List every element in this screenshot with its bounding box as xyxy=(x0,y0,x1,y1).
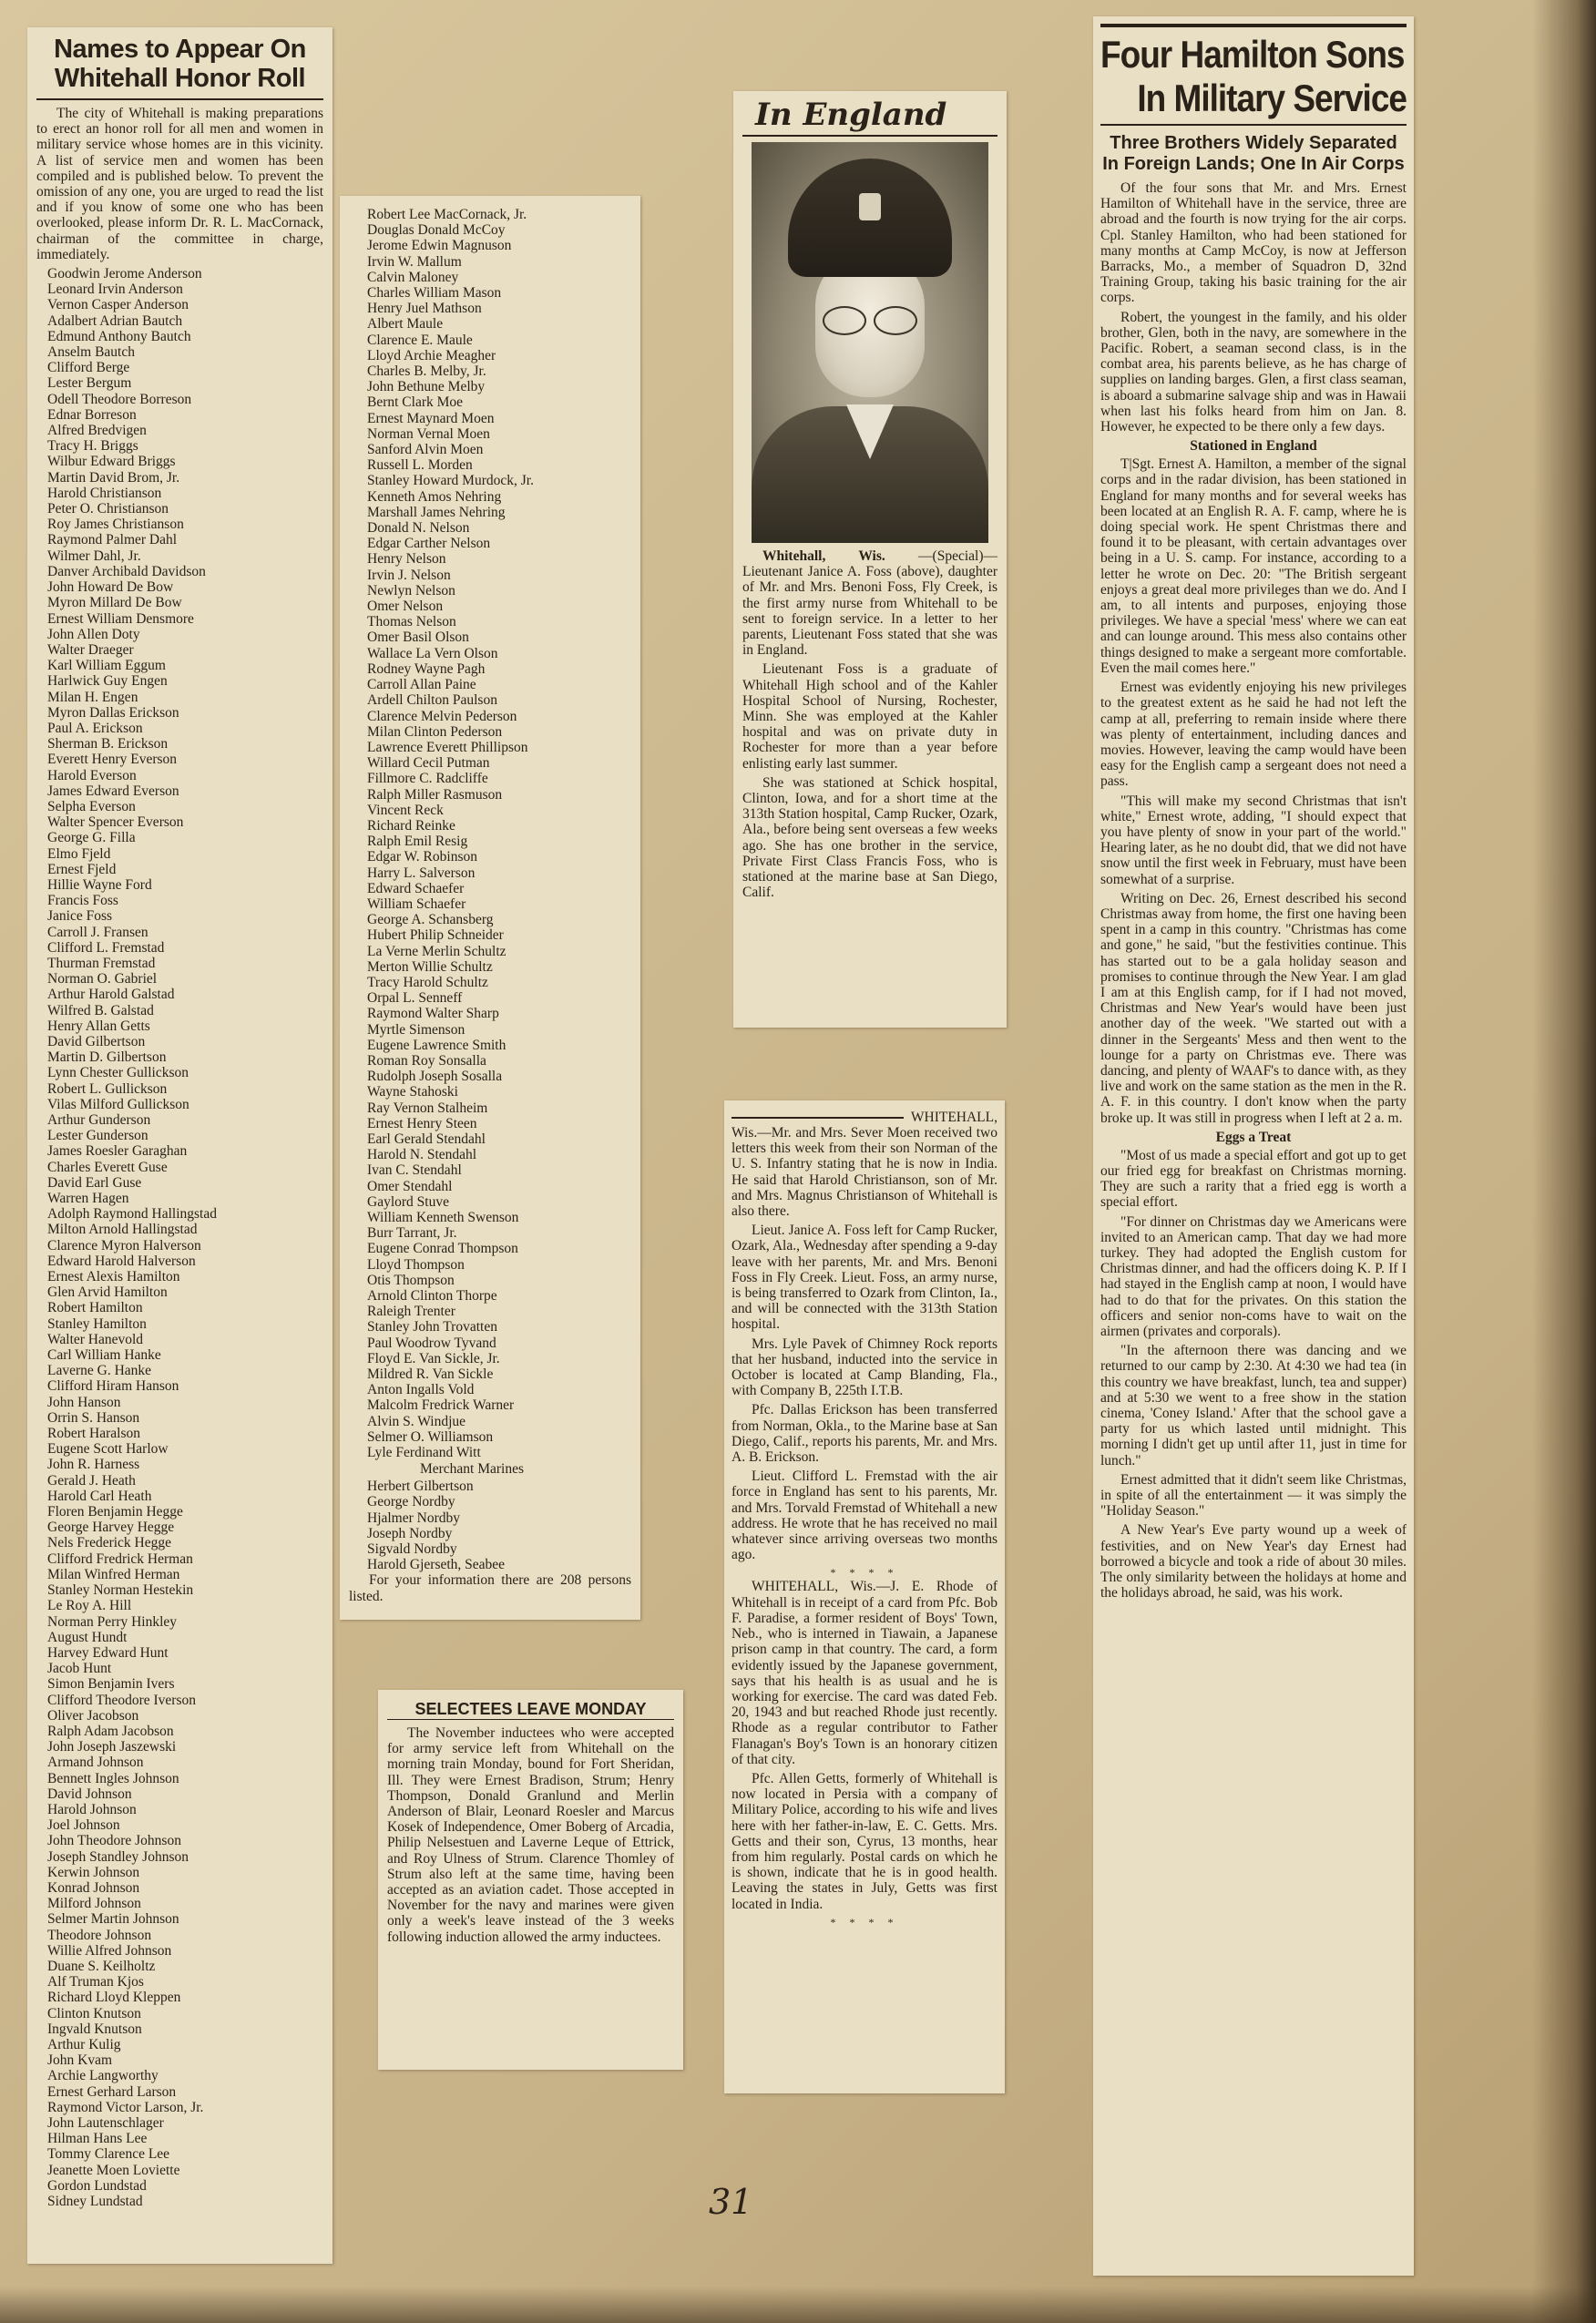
name-list-item: Norman Perry Hinkley xyxy=(47,1613,178,1630)
name-list-item: William Kenneth Swenson xyxy=(367,1210,519,1225)
name-list-item: Warren Hagen xyxy=(47,1191,129,1207)
name-list-item: Martin D. Gilbertson xyxy=(47,1049,167,1066)
selectees-clipping xyxy=(378,1690,683,2070)
name-list-item: David Gilbertson xyxy=(47,1033,146,1049)
honor-roll-headline: Names to Appear On Whitehall Honor Roll xyxy=(54,35,306,93)
name-list-item: Joseph Standley Johnson xyxy=(47,1848,189,1865)
name-list-item: Tommy Clarence Lee xyxy=(47,2146,170,2163)
name-list-item: Fillmore C. Radcliffe xyxy=(367,771,488,787)
divider xyxy=(742,135,998,137)
name-list-item: Hubert Philip Schneider xyxy=(367,927,504,944)
name-list-item: Clifford Hiram Hanson xyxy=(47,1378,179,1395)
name-list-item: Joel Johnson xyxy=(47,1817,120,1834)
name-list-item: Ernest Alexis Hamilton xyxy=(47,1269,180,1285)
name-list-item: Orpal L. Senneff xyxy=(367,990,463,1007)
whitehall-dateline-row xyxy=(732,1110,998,1125)
name-list-item: George Nordby xyxy=(367,1494,455,1510)
name-list-item: Lloyd Thompson xyxy=(367,1256,465,1273)
hamilton-sons-clipping xyxy=(1093,16,1414,2276)
honor-roll-names-continued xyxy=(340,196,640,1620)
name-list-item: Stanley Norman Hestekin xyxy=(47,1582,194,1599)
name-list-item: Adalbert Adrian Bautch xyxy=(47,312,183,329)
name-list-item: Armand Johnson xyxy=(47,1755,144,1771)
name-list-item: George Harvey Hegge xyxy=(47,1520,175,1536)
name-list-item: Burr Tarrant, Jr. xyxy=(367,1225,457,1242)
name-list-item: Richard Reinke xyxy=(367,817,455,834)
name-list-item: Donald N. Nelson xyxy=(367,520,470,537)
page-number: 31 xyxy=(709,2182,753,2222)
name-list-item: Marshall James Nehring xyxy=(367,504,506,520)
name-list-item: Willard Cecil Putman xyxy=(367,755,490,772)
name-list-item: Harlwick Guy Engen xyxy=(47,673,168,690)
name-list-item: James Roesler Garaghan xyxy=(47,1143,188,1160)
name-list-item: Eugene Scott Harlow xyxy=(47,1441,169,1458)
name-list-item: Harold Johnson xyxy=(47,1801,137,1817)
name-list-item: Hillie Wayne Ford xyxy=(47,876,152,893)
name-list-item: Janice Foss xyxy=(47,908,113,925)
name-list-item: John Joseph Jaszewski xyxy=(47,1739,177,1755)
name-list-item: Milan Clinton Pederson xyxy=(367,723,503,740)
name-list-item: Glen Arvid Hamilton xyxy=(47,1284,168,1301)
name-list-item: Clifford L. Fremstad xyxy=(47,939,165,956)
name-list-item: Russell L. Morden xyxy=(367,457,473,474)
name-list-item: Ardell Chilton Paulson xyxy=(367,692,497,709)
name-list-item: Henry Juel Mathson xyxy=(367,301,482,317)
name-list-item: Myron Dallas Erickson xyxy=(47,704,179,721)
name-list-item: Robert L. Gullickson xyxy=(47,1080,168,1097)
name-list-item: Joseph Nordby xyxy=(367,1525,453,1541)
name-list-item: Roy James Christianson xyxy=(47,517,184,533)
name-list-item: Malcolm Fredrick Warner xyxy=(367,1397,515,1414)
name-list-item: Arthur Kulig xyxy=(47,2036,121,2052)
name-list-item: Wilbur Edward Briggs xyxy=(47,454,176,470)
name-list-item: Alvin S. Windjue xyxy=(367,1413,466,1429)
name-list-item: Robert Lee MacCornack, Jr. xyxy=(367,207,527,222)
name-list-item: Myrtle Simenson xyxy=(367,1021,466,1038)
honor-roll-closing: For your information there are 208 persons listed. xyxy=(349,1572,631,1604)
name-list-item: Floren Benjamin Hegge xyxy=(47,1504,183,1520)
name-list-item: Lloyd Archie Meagher xyxy=(367,347,496,363)
name-list-item: Charles B. Melby, Jr. xyxy=(367,363,486,380)
name-list-item: Harold Carl Heath xyxy=(47,1488,152,1504)
name-list-item: Orrin S. Hanson xyxy=(47,1409,140,1426)
name-list-item: Robert Hamilton xyxy=(47,1300,143,1316)
name-list-item: Norman O. Gabriel xyxy=(47,971,158,988)
name-list-item: Henry Allan Getts xyxy=(47,1018,150,1034)
name-list-item: Clarence E. Maule xyxy=(367,332,473,348)
name-list-item: Jerome Edwin Magnuson xyxy=(367,238,512,254)
name-list-item: Norman Vernal Moen xyxy=(367,425,490,442)
whitehall-news-clipping xyxy=(724,1100,1005,2093)
name-list-item: Vincent Reck xyxy=(367,802,444,818)
name-list-item: Carl William Hanke xyxy=(47,1347,161,1364)
name-list-item: Edgar W. Robinson xyxy=(367,849,477,865)
name-list-item: Francis Foss xyxy=(47,893,118,909)
selectees-headline: SELECTEES LEAVE MONDAY xyxy=(414,1700,647,1718)
name-list-item: Wilfred B. Galstad xyxy=(47,1002,154,1018)
honor-roll-names-list-2 xyxy=(349,207,631,1460)
name-list-item: Clifford Fredrick Herman xyxy=(47,1550,193,1567)
name-list-item: La Verne Merlin Schultz xyxy=(367,943,506,959)
name-list-item: Walter Hanevold xyxy=(47,1331,144,1347)
name-list-item: Gaylord Stuve xyxy=(367,1193,449,1210)
name-list-item: James Edward Everson xyxy=(47,783,179,799)
name-list-item: Ralph Miller Rasmuson xyxy=(367,786,503,803)
name-list-item: Ivan C. Stendahl xyxy=(367,1162,462,1179)
name-list-item: Gordon Lundstad xyxy=(47,2177,147,2194)
name-list-item: Kerwin Johnson xyxy=(47,1864,140,1880)
name-list-item: Le Roy A. Hill xyxy=(47,1598,132,1614)
name-list-item: Milford Johnson xyxy=(47,1896,141,1912)
name-list-item: Simon Benjamin Ivers xyxy=(47,1676,175,1693)
merchant-marines-list xyxy=(349,1479,631,1572)
name-list-item: Omer Nelson xyxy=(367,599,444,615)
name-list-item: Stanley John Trovatten xyxy=(367,1319,497,1335)
name-list-item: Raymond Victor Larson, Jr. xyxy=(47,2099,204,2115)
name-list-item: Ernest Fjeld xyxy=(47,861,117,877)
name-list-item: Konrad Johnson xyxy=(47,1879,140,1896)
name-list-item: Tracy H. Briggs xyxy=(47,438,138,455)
name-list-item: Lawrence Everett Phillipson xyxy=(367,739,528,755)
name-list-item: Clarence Melvin Pederson xyxy=(367,708,517,724)
name-list-item: Thurman Fremstad xyxy=(47,955,156,971)
name-list-item: Ralph Emil Resig xyxy=(367,834,468,850)
whitehall-news-body: Wis.—Mr. and Mrs. Sever Moen received two letters this week from their son Norman of the U. S. Infantry stating that he is now in India. He said that Harold Christianson, son of Mr. and Mrs. Magnus Christianson of Whitehall is also there. Lieut. Janice A. Foss left for Camp Rucker, Ozark, Ala., Wednesday after spending a 9-day leave with her parents, Mr. and Mrs. Benoni Foss in Fly Creek. Lieut. Foss, an army nurse, is being transferred to Ozark from Clinton, Ia., and will be connected with the 313th Station hospital. Mrs. Lyle Pavek of Chimney Rock reports that her husband, inducted into the service in October is located at Camp Blanding, Fla., with Company B, 225th I.T.B. Pfc. Dallas Erickson has been transferred from Norman, Okla., to the Marine base at San Diego, Calif., reports his parents, Mr. and Mrs. A. B. Erickson. Lieut. Clifford L. Fremstad with the air force in England has sent to his parents, Mr. and Mrs. Torvald Fremstad of Whitehall a new address. He wrote that he has received no mail whatever since arriving overseas two months ago. * * * * WHITEHALL, Wis.—J. E. Rhode of Whitehall is in receipt of a card from Pfc. Bob F. Paradise, a former resident of Boys' Town, Neb., who is interned in Tiawain, a Japanese prison camp in that country. The card, a form evidently issued by the Japanese government, says that his health is as usual and he is working for exercise. The card was dated Feb. 20, 1943 and but reached Rhode just recently. Rhode as a regular contributor to Father Flanagan's Boy's Town is an honorary citizen of that city. Pfc. Allen Getts, formerly of Whitehall is now located in Persia with a company of Military Police, according to his wife and lives here with her father-in-law, E. C. Getts. Mrs. Getts and their son, Cyrus, 13 months, hear from him regularly. Postal cards on which he is shown, indicate that he is in good health. Leaving the states in July, Getts was first located in India. * * * * xyxy=(732,1125,998,1929)
name-list-item: Eugene Conrad Thompson xyxy=(367,1241,518,1257)
name-list-item: Selpha Everson xyxy=(47,798,136,814)
name-list-item: Jeanette Moen Loviette xyxy=(47,2162,180,2178)
name-list-item: Albert Maule xyxy=(367,316,444,333)
name-list-item: Archie Langworthy xyxy=(47,2068,159,2084)
hamilton-article: Of the four sons that Mr. and Mrs. Ernest Hamilton of Whitehall have in the service, three are abroad and the fourth is now trying for the air corps. Cpl. Stanley Hamilton, who had been stationed for many months at Camp McCoy, is now at Jefferson Barracks, Mo., a member of Squadron D, 32nd Training Group, taking his basic training for the air corps. Robert, the youngest in the family, and his older brother, Glen, both in the navy, are somewhere in the Pacific. Robert, a seaman second class, is in the combat area, his parents believe, as he has charge of supplies on landing barges. Glen, a first class seaman, is aboard a submarine salvage ship and was in Hawaii when last his folks heard from him on Jan. 8. However, he expected to be there only a few days. Stationed in England T|Sgt. Ernest A. Hamilton, a member of the signal corps and in the radar division, has been stationed in England for many months and for several weeks has been located at an English R. A. F. camp, where he is doing special work. He spent Christmas there and found it to be pleasant, with certain advantages over being in a U. S. camp. For instance, according to a letter he wrote on Dec. 20: "The British sergeant enjoys a great deal more privileges than we do. And I am, to all intents and purposes, enjoying those privileges. We have a special 'mess' where we can eat and can lounge around. This mess also contains other things designed to make a sergeant more comfortable. Even the mail comes here." Ernest was evidently enjoying his new privileges to the greatest extent as he said he had not left the camp at all, preferring to remain inside where there was plenty of entertainment, including dances and movies. However, leaving the camp would have been easy for the English camp a sergeant does not need a pass. "This will make my second Christmas that isn't white," Ernest wrote, adding, "I should expect that you have plenty of snow in your part of the world." Hearing later, as he no doubt did, that we did not have snow until the first week in February, must have been somewhat of a surprise. Writing on Dec. 26, Ernest described his second Christmas away from home, the first one having been spent in a camp in this country. "Christmas has come and gone," he said, "but the festivities continue. This has started out to be a gala holiday season and promises to continue through the New Year. I am glad I am at this English camp, for if I had not moved, Christmas and New Year's would have been just another day of the week. "We started out with a dinner in the Sergeants' Mess and then went to the lounge for a party on Christmas eve. There was dancing, and plenty of WAAF's to dance with, as they live and work on the same station as the men in the R. A. F. in this country. I don't know when the party broke up. It was still in progress when I left at 2 a. m. Eggs a Treat "Most of us made a special effort and got up to get our fried egg for breakfast on Christmas morning. They are such a rarity that a fried egg is worth a special effort. "For dinner on Christmas day we Americans were invited to an American camp. That day we had more turkey. They had adopted the English custom for Christmas dinner, and had the officers doing K. P. If I had stayed in the English camp at noon, I would have had to do that for the privates. On this station the officers and senior non-coms have to wait on the airmen (privates and corporals). "In the afternoon there was dancing and we returned to our camp by 2:30. At 4:30 we had tea (in this country we have breakfast, lunch, tea and supper) and at 5:30 we went to a free show in the station cinema, 'Coney Island.' After that the school gave a party for us which lasted until midnight. This morning I didn't get up until after 11, just in time for lunch." Ernest admitted that it didn't seem like Christmas, in spite of all the entertainment — it was simply the "Holiday Season." A New Year's Eve party wound up a week of festivities, and on New Year's day Ernest had borrowed a bicycle and took a ride of about 30 miles. The only similarity between the holidays at home and the holidays abroad, he said, was his work. xyxy=(1100,180,1407,1602)
name-list-item: Harold Christianson xyxy=(47,485,162,501)
name-list-item: Myron Millard De Bow xyxy=(47,595,182,611)
name-list-item: David Earl Guse xyxy=(47,1174,142,1191)
name-list-item: Ralph Adam Jacobson xyxy=(47,1723,174,1739)
name-list-item: Selmer O. Williamson xyxy=(367,1428,494,1445)
name-list-item: John Bethune Melby xyxy=(367,379,486,395)
name-list-item: Omer Stendahl xyxy=(367,1178,453,1194)
section-heading: Eggs a Treat xyxy=(1215,1129,1292,1145)
name-list-item: Carroll Allan Paine xyxy=(367,677,476,693)
name-list-item: Roman Roy Sonsalla xyxy=(367,1052,486,1069)
name-list-item: Clifford Theodore Iverson xyxy=(47,1692,196,1708)
name-list-item: Vilas Milford Gullickson xyxy=(47,1096,189,1112)
name-list-item: Edward Schaefer xyxy=(367,880,465,896)
in-england-headline: In England xyxy=(755,97,947,133)
name-list-item: Harold N. Stendahl xyxy=(367,1147,477,1163)
name-list-item: Ernest Gerhard Larson xyxy=(47,2083,177,2100)
name-list-item: David Johnson xyxy=(47,1786,132,1802)
name-list-item: Nels Frederick Hegge xyxy=(47,1535,172,1551)
name-list-item: Harvey Edward Hunt xyxy=(47,1644,169,1661)
name-list-item: Milan Winfred Herman xyxy=(47,1566,180,1582)
name-list-item: John Allen Doty xyxy=(47,626,140,642)
name-list-item: Lyle Ferdinand Witt xyxy=(367,1445,481,1461)
section-separator: * * * * xyxy=(830,1915,899,1929)
name-list-item: Karl William Eggum xyxy=(47,658,166,674)
name-list-item: Floyd E. Van Sickle, Jr. xyxy=(367,1350,500,1366)
name-list-item: Goodwin Jerome Anderson xyxy=(47,266,202,282)
name-list-item: Ernest Henry Steen xyxy=(367,1115,477,1131)
name-list-item: Hilman Hans Lee xyxy=(47,2131,148,2147)
name-list-item: Sherman B. Erickson xyxy=(47,736,169,752)
whitehall-dateline: WHITEHALL, xyxy=(910,1110,998,1125)
name-list-item: John Lautenschlager xyxy=(47,2115,164,2131)
name-list-item: Milton Arnold Hallingstad xyxy=(47,1222,198,1238)
name-list-item: Clifford Berge xyxy=(47,360,130,376)
page-edge-shadow xyxy=(1532,0,1596,2323)
name-list-item: Leonard Irvin Anderson xyxy=(47,281,183,298)
name-list-item: Charles William Mason xyxy=(367,285,502,302)
name-list-item: Wallace La Vern Olson xyxy=(367,645,498,661)
name-list-item: Arthur Gunderson xyxy=(47,1112,151,1128)
name-list-item: Duane S. Keilholtz xyxy=(47,1958,156,1974)
divider xyxy=(732,1117,904,1119)
name-list-item: Merton Willie Schultz xyxy=(367,958,493,975)
name-list-item: Clarence Myron Halverson xyxy=(47,1237,201,1254)
name-list-item: Otis Thompson xyxy=(367,1272,455,1288)
dateline: Whitehall, Wis. xyxy=(762,548,885,564)
name-list-item: Henry Nelson xyxy=(367,551,446,568)
hamilton-headline: Four Hamilton Sons In Military Service xyxy=(1100,34,1407,120)
name-list-item: Raymond Palmer Dahl xyxy=(47,532,178,548)
name-list-item: Odell Theodore Borreson xyxy=(47,391,192,407)
name-list-item: Bennett Ingles Johnson xyxy=(47,1770,179,1786)
name-list-item: Danver Archibald Davidson xyxy=(47,563,206,579)
name-list-item: Vernon Casper Anderson xyxy=(47,297,189,313)
name-list-item: Newlyn Nelson xyxy=(367,582,455,599)
name-list-item: Irvin W. Mallum xyxy=(367,253,462,270)
hamilton-subheadline: Three Brothers Widely Separated In Foreign Lands; One In Air Corps xyxy=(1102,133,1405,174)
name-list-item: Wilmer Dahl, Jr. xyxy=(47,547,141,564)
name-list-item: John Kvam xyxy=(47,2052,113,2069)
name-list-item: Milan H. Engen xyxy=(47,689,138,705)
glasses-shape xyxy=(823,306,917,333)
name-list-item: Harold Everson xyxy=(47,767,137,783)
name-list-item: Ernest William Densmore xyxy=(47,610,194,627)
name-list-item: Edgar Carther Nelson xyxy=(367,536,491,552)
name-list-item: Calvin Maloney xyxy=(367,269,459,285)
divider xyxy=(1100,124,1407,126)
name-list-item: Elmo Fjeld xyxy=(47,845,111,862)
name-list-item: John Howard De Bow xyxy=(47,579,174,596)
name-list-item: Irvin J. Nelson xyxy=(367,567,451,583)
name-list-item: Anselm Bautch xyxy=(47,344,135,361)
name-list-item: John Theodore Johnson xyxy=(47,1833,181,1849)
name-list-item: Sidney Lundstad xyxy=(47,2194,143,2210)
name-list-item: Herbert Gilbertson xyxy=(367,1479,474,1495)
name-list-item: Harold Gjerseth, Seabee xyxy=(367,1557,506,1573)
name-list-item: Thomas Nelson xyxy=(367,614,456,630)
name-list-item: Arnold Clinton Thorpe xyxy=(367,1288,497,1305)
name-list-item: Harry L. Salverson xyxy=(367,865,476,881)
name-list-item: Willie Alfred Johnson xyxy=(47,1942,172,1959)
name-list-item: Alfred Bredvigen xyxy=(47,423,147,439)
name-list-item: Stanley Howard Murdock, Jr. xyxy=(367,473,534,489)
name-list-item: Sanford Alvin Moen xyxy=(367,442,484,458)
name-list-item: Clinton Knutson xyxy=(47,2005,141,2021)
name-list-item: Wayne Stahoski xyxy=(367,1084,458,1100)
name-list-item: Jacob Hunt xyxy=(47,1661,112,1677)
name-list-item: Walter Draeger xyxy=(47,641,134,658)
honor-roll-clipping xyxy=(27,27,332,2264)
name-list-item: Sigvald Nordby xyxy=(367,1541,457,1558)
divider xyxy=(36,98,323,100)
name-list-item: Tracy Harold Schultz xyxy=(367,974,488,990)
name-list-item: August Hundt xyxy=(47,1629,128,1645)
divider xyxy=(387,1719,674,1720)
name-list-item: Selmer Martin Johnson xyxy=(47,1911,179,1928)
honor-roll-names-list xyxy=(36,266,323,2209)
name-list-item: Adolph Raymond Hallingstad xyxy=(47,1206,217,1223)
name-list-item: Paul Woodrow Tyvand xyxy=(367,1335,496,1351)
in-england-clipping xyxy=(733,91,1007,1028)
name-list-item: Mildred R. Van Sickle xyxy=(367,1366,494,1383)
name-list-item: Stanley Hamilton xyxy=(47,1315,147,1332)
name-list-item: Everett Henry Everson xyxy=(47,752,178,768)
name-list-item: Peter O. Christianson xyxy=(47,501,169,517)
name-list-item: Raleigh Trenter xyxy=(367,1304,455,1320)
name-list-item: Earl Gerald Stendahl xyxy=(367,1131,486,1147)
honor-roll-intro: The city of Whitehall is making preparations to erect an honor roll for all men and women in military service whose homes are in this vicinity. A list of service men and women has been compiled and is published below. To prevent the omission of any one, you are urged to read the list and if you know of some one who has been overlooked, please inform Dr. R. L. MacCornack, chairman of the committee in charge, immediately. xyxy=(36,106,323,262)
name-list-item: Alf Truman Kjos xyxy=(47,1974,144,1990)
name-list-item: Ernest Maynard Moen xyxy=(367,410,495,426)
name-list-item: Carroll J. Fransen xyxy=(47,924,148,940)
name-list-item: Walter Spencer Everson xyxy=(47,814,184,831)
name-list-item: Robert Haralson xyxy=(47,1426,141,1442)
name-list-item: Hjalmer Nordby xyxy=(367,1509,461,1526)
cap-badge-icon xyxy=(859,193,881,220)
name-list-item: Laverne G. Hanke xyxy=(47,1363,152,1379)
name-list-item: Ednar Borreson xyxy=(47,406,137,423)
name-list-item: Lester Bergum xyxy=(47,375,132,392)
section-separator: * * * * xyxy=(830,1566,899,1580)
name-list-item: Kenneth Amos Nehring xyxy=(367,488,502,505)
name-list-item: William Schaefer xyxy=(367,895,466,912)
divider xyxy=(1100,24,1407,27)
name-list-item: Rudolph Joseph Sosalla xyxy=(367,1069,503,1085)
name-list-item: Raymond Walter Sharp xyxy=(367,1006,499,1022)
name-list-item: George A. Schansberg xyxy=(367,912,494,928)
name-list-item: Edward Harold Halverson xyxy=(47,1253,196,1269)
selectees-article: The November inductees who were accepted for army service left from Whitehall on the morning train Monday, bound for Fort Sheridan, Ill. They were Ernest Bradison, Strum; Henry Thompson, Donald Granlund and Merlin Anderson of Blair, Leonard Roesler and Marcus Kosek of Independence, Omer Boberg of Arcadia, Philip Nelsestuen and Laverne Leque of Ettrick, and Roy Ulness of Strum. Clarence Thomley of Strum also left at the same time, having been accepted as an aviation cadet. Those accepted in November for the navy and marines were given only a week's leave instead of the 3 weeks following induction allowed the army inductees. xyxy=(387,1725,674,1945)
name-list-item: Edmund Anthony Bautch xyxy=(47,328,191,344)
name-list-item: Richard Lloyd Kleppen xyxy=(47,1990,181,2006)
name-list-item: Omer Basil Olson xyxy=(367,629,469,646)
merchant-marines-heading: Merchant Marines xyxy=(419,1461,525,1478)
name-list-item: Martin David Brom, Jr. xyxy=(47,469,180,486)
name-list-item: Paul A. Erickson xyxy=(47,720,143,736)
name-list-item: Theodore Johnson xyxy=(47,1927,152,1943)
name-list-item: Charles Everett Guse xyxy=(47,1159,168,1175)
portrait-photo-nurse xyxy=(752,142,988,543)
section-heading: Stationed in England xyxy=(1190,438,1317,455)
page-bottom-shadow xyxy=(0,2287,1596,2323)
name-list-item: Ingvald Knutson xyxy=(47,2021,142,2037)
name-list-item: Lester Gunderson xyxy=(47,1128,148,1144)
name-list-item: Ray Vernon Stalheim xyxy=(367,1100,488,1116)
name-list-item: Rodney Wayne Pagh xyxy=(367,660,486,677)
name-list-item: Bernt Clark Moe xyxy=(367,394,464,411)
name-list-item: George G. Filla xyxy=(47,830,136,846)
in-england-article: Whitehall, Wis. —(Special)—Lieutenant Janice A. Foss (above), daughter of Mr. and Mrs. Benoni Foss, Fly Creek, is the first army nurse from Whitehall to be sent to foreign service. In a letter to her parents, Lieutenant Foss stated that she was in England. Lieutenant Foss is a graduate of Whitehall High school and of the Kahler Hospital School of Nursing, Rochester, Minn. She was employed at the Kahler hospital and was on private duty in Rochester for more than a year before enlisting early last summer. She was stationed at Schick hospital, Clinton, Iowa, and for a short time at the 313th Station hospital, Camp Rucker, Ozark, Ala., before being sent overseas a few weeks ago. She has one brother in the service, Private First Class Francis Foss, who is stationed at the marine base at San Diego, Calif. xyxy=(742,548,998,901)
name-list-item: Gerald J. Heath xyxy=(47,1472,136,1489)
name-list-item: Oliver Jacobson xyxy=(47,1707,139,1724)
name-list-item: John Hanson xyxy=(47,1394,121,1410)
name-list-item: Douglas Donald McCoy xyxy=(367,222,506,239)
name-list-item: John R. Harness xyxy=(47,1457,140,1473)
name-list-item: Lynn Chester Gullickson xyxy=(47,1065,189,1081)
name-list-item: Eugene Lawrence Smith xyxy=(367,1037,506,1053)
name-list-item: Arthur Harold Galstad xyxy=(47,987,175,1003)
name-list-item: Anton Ingalls Vold xyxy=(367,1382,475,1398)
